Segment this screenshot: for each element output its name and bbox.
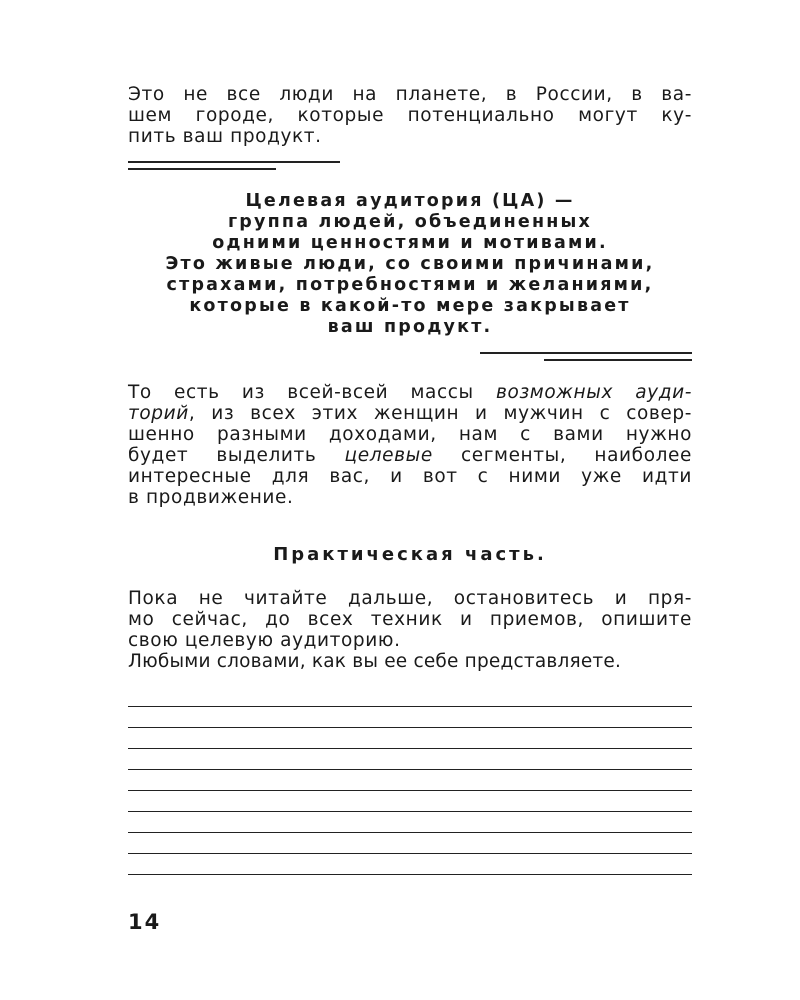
body-italic: целевые bbox=[344, 445, 433, 466]
body-line-5: интересные для вас, и вот с ними уже идти bbox=[128, 466, 692, 487]
writing-line[interactable] bbox=[128, 749, 692, 770]
body-line-2 bbox=[128, 403, 692, 424]
body-paragraph bbox=[128, 382, 692, 508]
practice-paragraph bbox=[128, 588, 692, 672]
writing-line[interactable] bbox=[128, 728, 692, 749]
definition-line-3: одними ценностями и мотивами. bbox=[212, 233, 608, 253]
definition-callout bbox=[128, 191, 692, 338]
rule-line bbox=[544, 359, 692, 361]
body-text: , из всех этих женщин и мужчин с совер- bbox=[188, 403, 692, 424]
practice-line-1: Пока не читайте дальше, остановитесь и пря- bbox=[128, 588, 692, 609]
definition-line-2: группа людей, объединенных bbox=[227, 212, 593, 232]
rule-line bbox=[480, 352, 692, 354]
practice-line-2: мо сейчас, до всех техник и приемов, опишите bbox=[128, 609, 692, 630]
decorative-rule-left bbox=[128, 161, 692, 175]
body-line-1 bbox=[128, 382, 692, 403]
section-title: Практическая часть. bbox=[273, 544, 547, 565]
body-italic: возможных ауди- bbox=[495, 382, 692, 403]
rule-line bbox=[128, 168, 276, 170]
definition-line-5: страхами, потребностями и желаниями, bbox=[166, 275, 654, 295]
definition-line-4: Это живые люди, со своими причинами, bbox=[165, 254, 655, 274]
definition-line-6: которые в какой-то мере закрывает bbox=[189, 296, 631, 316]
writing-lines bbox=[128, 686, 692, 875]
body-line-6: в продвижение. bbox=[128, 487, 294, 508]
rule-line bbox=[128, 161, 340, 163]
writing-line[interactable] bbox=[128, 854, 692, 875]
body-text: То есть из всей-всей массы bbox=[128, 382, 496, 403]
writing-line[interactable] bbox=[128, 791, 692, 812]
intro-line-3: пить ваш продукт. bbox=[128, 126, 322, 147]
body-line-3: шенно разными доходами, нам с вами нужно bbox=[128, 424, 692, 445]
practice-line-4: Любыми словами, как вы ее себе представляете. bbox=[128, 651, 622, 672]
writing-line[interactable] bbox=[128, 707, 692, 728]
body-text: будет выделить bbox=[128, 445, 345, 466]
page-number: 14 bbox=[128, 910, 162, 934]
practice-line-3: свою целевую аудиторию. bbox=[128, 630, 401, 651]
intro-line-1: Это не все люди на планете, в России, в ва- bbox=[128, 84, 692, 105]
intro-paragraph bbox=[128, 84, 692, 147]
body-text: сегменты, наиболее bbox=[432, 445, 692, 466]
definition-line-1: Целевая аудитория (ЦА) — bbox=[245, 191, 575, 211]
writing-line[interactable] bbox=[128, 770, 692, 791]
body-italic: торий bbox=[128, 403, 189, 424]
writing-line[interactable] bbox=[128, 812, 692, 833]
writing-line[interactable] bbox=[128, 686, 692, 707]
definition-line-7: ваш продукт. bbox=[327, 317, 493, 337]
page-content bbox=[128, 84, 692, 875]
body-line-4 bbox=[128, 445, 692, 466]
writing-line[interactable] bbox=[128, 833, 692, 854]
decorative-rule-right bbox=[128, 352, 692, 366]
intro-line-2: шем городе, которые потенциально могут ку- bbox=[128, 105, 692, 126]
